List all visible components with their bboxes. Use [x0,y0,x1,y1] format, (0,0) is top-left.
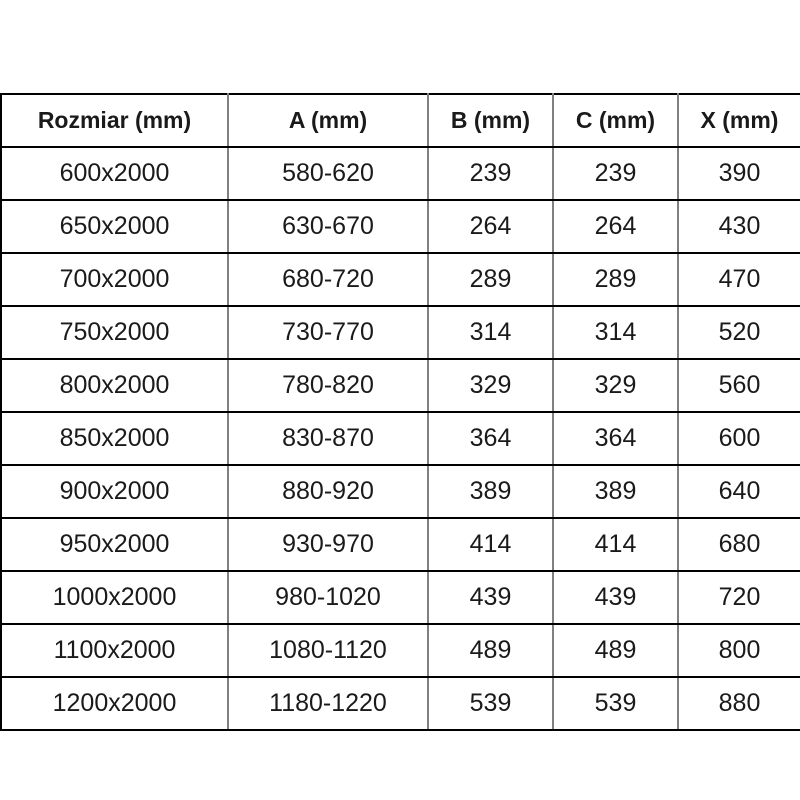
table-cell: 430 [678,200,800,253]
header-cell-c-mm: C (mm) [553,94,678,147]
header-cell-x-mm: X (mm) [678,94,800,147]
table-cell: 600x2000 [1,147,228,200]
table-cell: 389 [553,465,678,518]
table-cell: 1180-1220 [228,677,428,730]
table-cell: 1000x2000 [1,571,228,624]
table-cell: 1100x2000 [1,624,228,677]
table-cell: 850x2000 [1,412,228,465]
table-cell: 439 [428,571,553,624]
table-cell: 329 [553,359,678,412]
table-cell: 880 [678,677,800,730]
table-cell: 364 [553,412,678,465]
table-cell: 1080-1120 [228,624,428,677]
table-cell: 489 [553,624,678,677]
table-cell: 640 [678,465,800,518]
table-cell: 880-920 [228,465,428,518]
table-cell: 539 [428,677,553,730]
table-cell: 414 [553,518,678,571]
table-cell: 489 [428,624,553,677]
table-row [1,147,800,200]
header-cell-b-mm: B (mm) [428,94,553,147]
table-cell: 630-670 [228,200,428,253]
table-cell: 389 [428,465,553,518]
table-cell: 830-870 [228,412,428,465]
table-row [1,412,800,465]
header-row [1,94,800,147]
table-cell: 700x2000 [1,253,228,306]
header-cell-a-mm: A (mm) [228,94,428,147]
table-cell: 314 [553,306,678,359]
table-cell: 600 [678,412,800,465]
table-cell: 750x2000 [1,306,228,359]
table-cell: 439 [553,571,678,624]
dimensions-table [0,93,800,731]
table-row [1,677,800,730]
table-cell: 390 [678,147,800,200]
table-cell: 800x2000 [1,359,228,412]
table-cell: 1200x2000 [1,677,228,730]
table-body [1,147,800,730]
table-row [1,359,800,412]
table-row [1,624,800,677]
table-row [1,571,800,624]
table-cell: 930-970 [228,518,428,571]
table-cell: 800 [678,624,800,677]
table-cell: 239 [553,147,678,200]
table-cell: 329 [428,359,553,412]
table-cell: 539 [553,677,678,730]
table-cell: 720 [678,571,800,624]
table-cell: 950x2000 [1,518,228,571]
table-cell: 560 [678,359,800,412]
table-cell: 289 [428,253,553,306]
table-cell: 780-820 [228,359,428,412]
table-cell: 730-770 [228,306,428,359]
table-row [1,200,800,253]
table-cell: 900x2000 [1,465,228,518]
table-cell: 414 [428,518,553,571]
table-cell: 980-1020 [228,571,428,624]
table-cell: 289 [553,253,678,306]
table-cell: 264 [428,200,553,253]
table-row [1,253,800,306]
table-row [1,306,800,359]
table-cell: 680 [678,518,800,571]
table-cell: 650x2000 [1,200,228,253]
table-cell: 364 [428,412,553,465]
table-cell: 680-720 [228,253,428,306]
table-cell: 470 [678,253,800,306]
table-row [1,465,800,518]
table-cell: 239 [428,147,553,200]
table-cell: 264 [553,200,678,253]
table-cell: 580-620 [228,147,428,200]
table-row [1,518,800,571]
header-cell-rozmiar-mm: Rozmiar (mm) [1,94,228,147]
table-cell: 314 [428,306,553,359]
table-cell: 520 [678,306,800,359]
